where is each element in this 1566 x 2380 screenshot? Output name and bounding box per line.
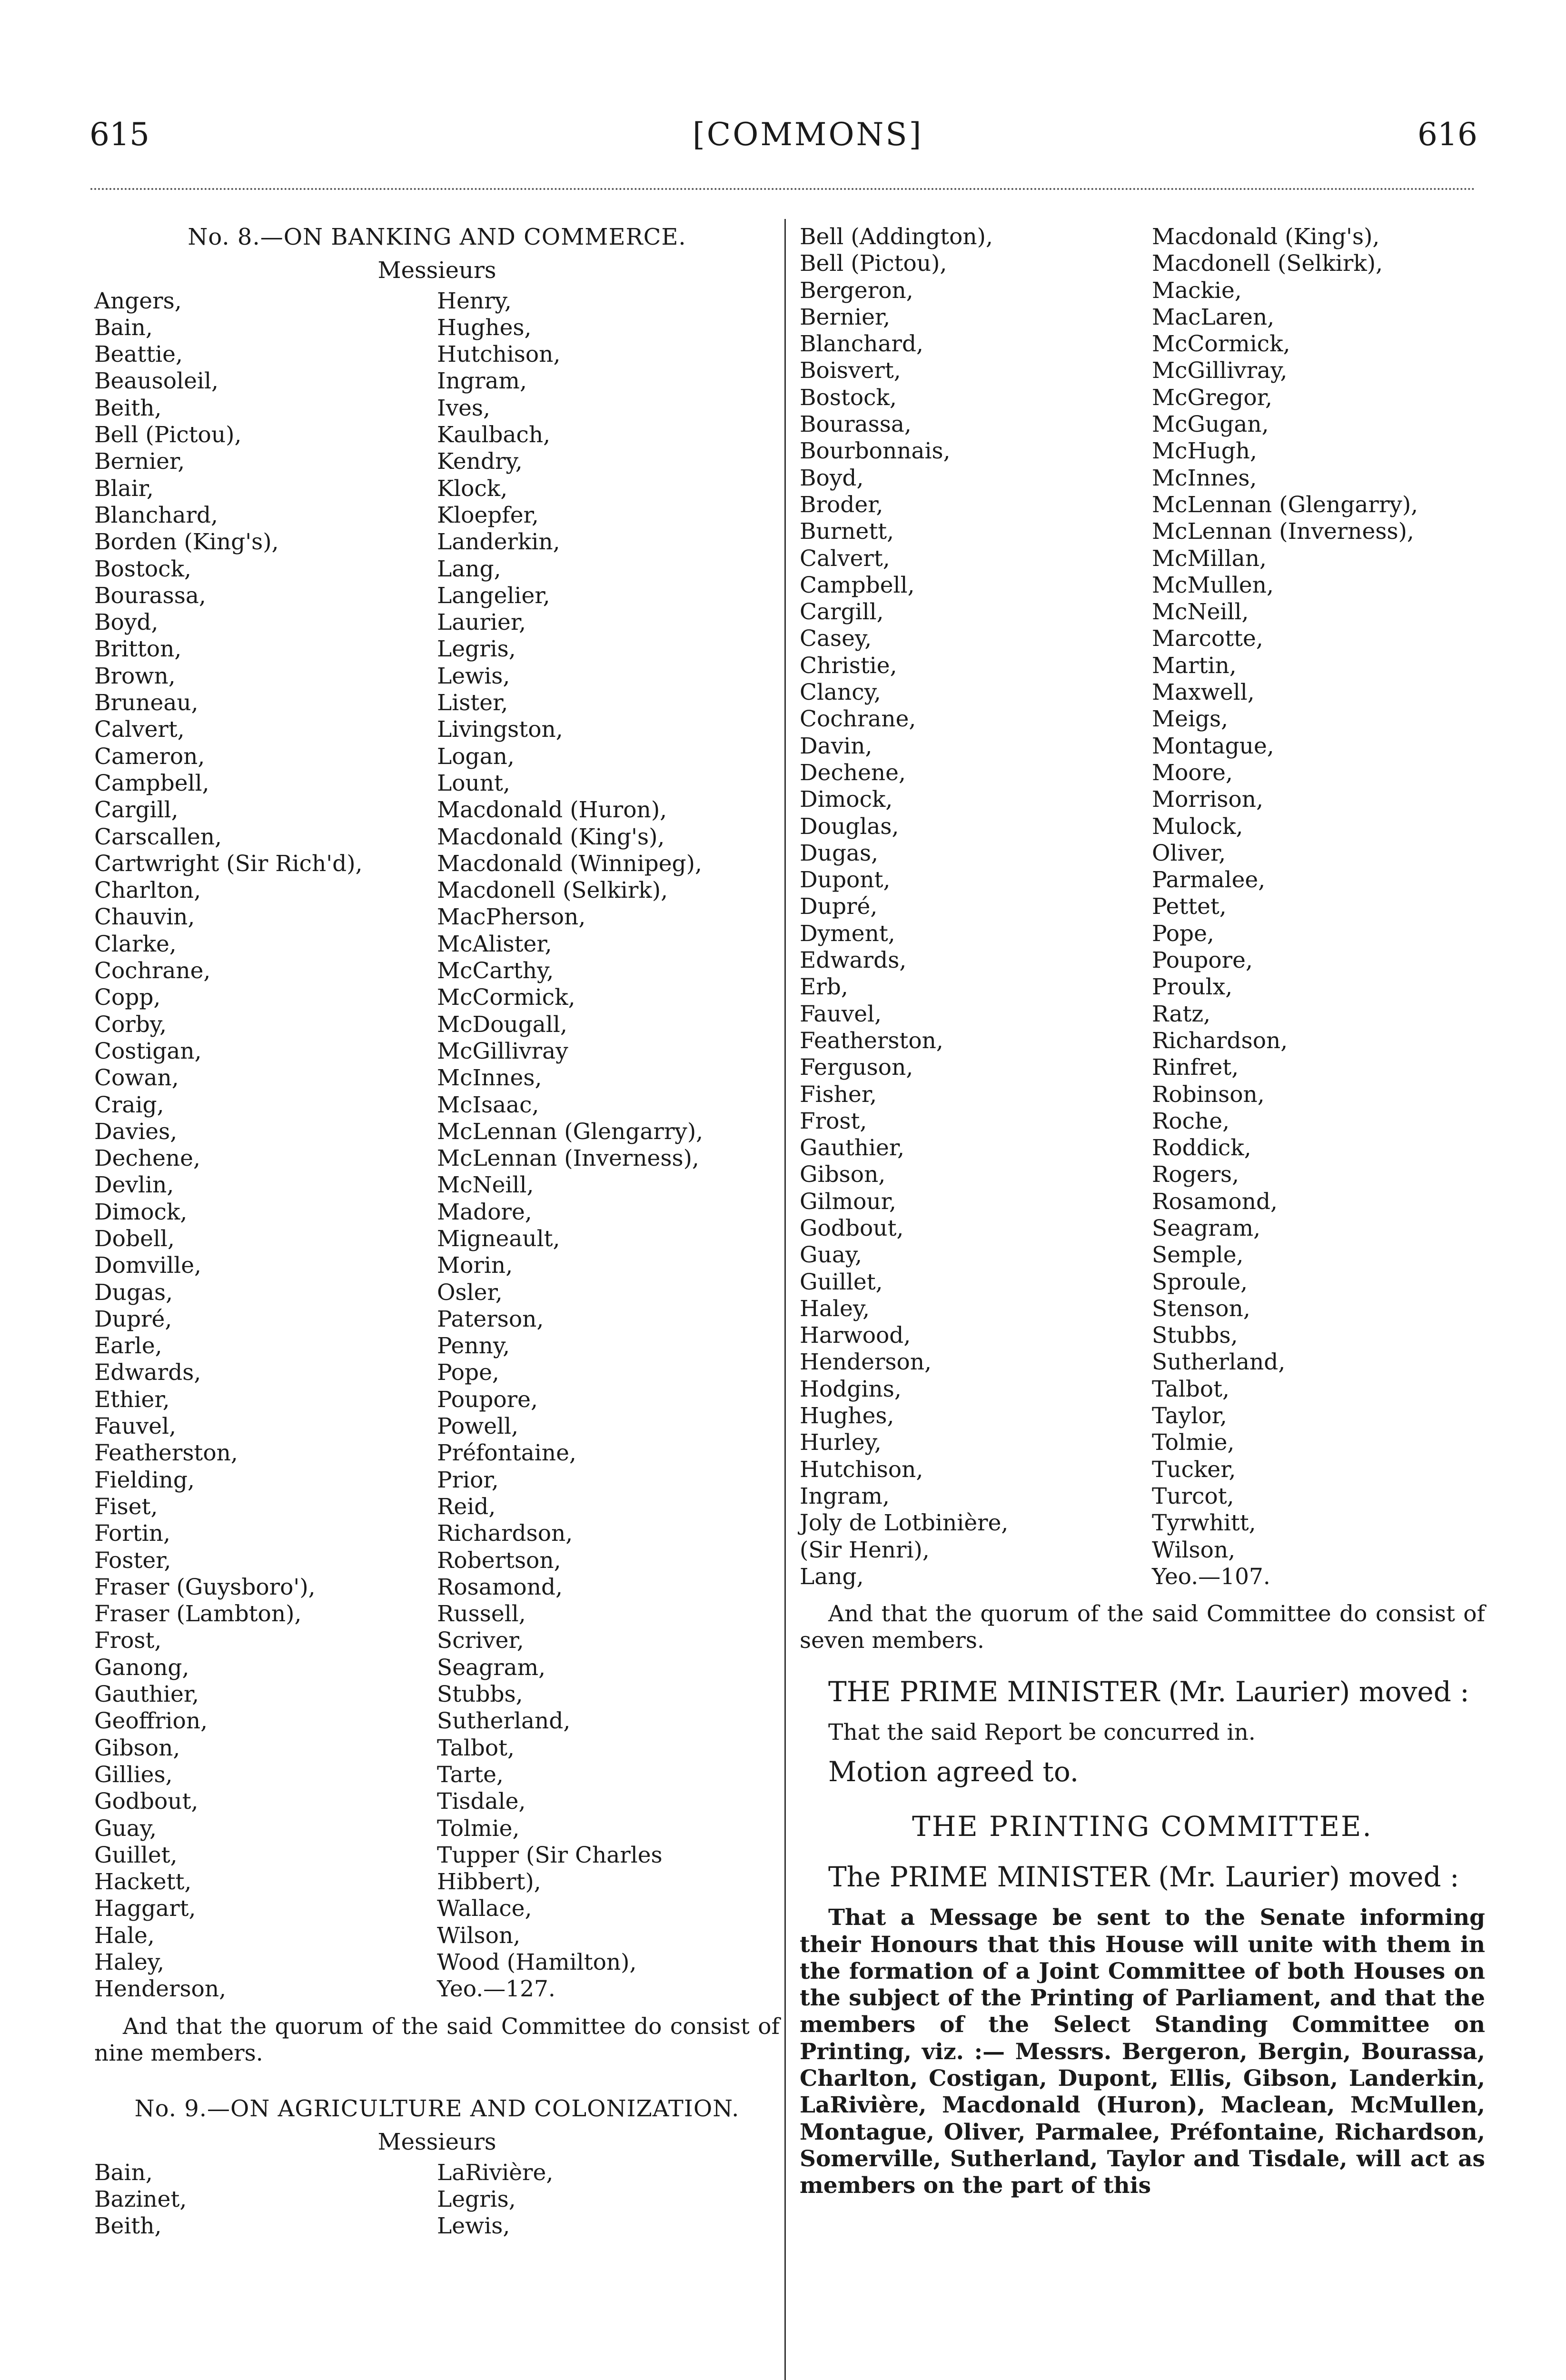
motion-2-text: That a Message be sent to the Senate informing their Honours that this House will unite with them in the formation of a Joint Committee of both Houses on the subject of the Printing of Parliament, and that the members of the Select Standing Committee on Printing, viz. :— Messrs. Bergeron, Bergin, Bourassa, Charlton, Costigan, Dupont, Ellis, Gibson, Landerkin, LaRivière, Macdonald (Huron), Maclean, McMullen, Montague, Oliver, Parmalee, Préfontaine, Richardson, Somerville, Sutherland, Taylor and Tisdale, will act as members on the part of this <box>800 1904 1485 2199</box>
member-name: Dupré, <box>800 893 878 920</box>
member-name: Rosamond, <box>437 1574 563 1600</box>
member-name: Foster, <box>94 1547 171 1574</box>
member-name: Morrison, <box>1152 786 1264 813</box>
continued-names-col1 <box>800 224 1152 1590</box>
section-8-continued-list <box>800 224 1485 1590</box>
member-name: Boyd, <box>800 465 864 491</box>
member-name: Domville, <box>94 1252 201 1279</box>
member-name: Wood (Hamilton), <box>437 1949 637 1975</box>
member-name: Langelier, <box>437 582 550 609</box>
member-name: Harwood, <box>800 1322 911 1349</box>
running-head: [COMMONS] <box>693 116 923 153</box>
member-name: McNeill, <box>437 1172 534 1199</box>
member-name: Beith, <box>94 395 162 421</box>
member-name: Proulx, <box>1152 974 1233 1001</box>
member-name: McHugh, <box>1152 438 1258 465</box>
member-name: Bain, <box>94 2159 153 2186</box>
member-name: McLennan (Glengarry), <box>1152 491 1418 518</box>
member-name: Tucker, <box>1152 1456 1236 1483</box>
member-name: Hutchison, <box>800 1456 923 1483</box>
member-name: Pope, <box>1152 920 1214 947</box>
member-name: Dugas, <box>800 840 879 866</box>
member-name: Douglas, <box>800 813 899 840</box>
member-name: Frost, <box>94 1627 162 1654</box>
member-name: Robertson, <box>437 1547 561 1574</box>
member-name: Sutherland, <box>1152 1349 1286 1376</box>
member-name: Gibson, <box>800 1161 886 1188</box>
member-name: Dobell, <box>94 1225 175 1252</box>
page-number-left: 615 <box>89 116 149 153</box>
member-name: Ethier, <box>94 1386 170 1413</box>
member-name: Calvert, <box>94 716 185 743</box>
member-name: Roddick, <box>1152 1135 1251 1161</box>
member-name: McCarthy, <box>437 958 554 984</box>
member-name: Fielding, <box>94 1467 195 1493</box>
member-name: Macdonald (King's), <box>1152 224 1380 250</box>
member-name: Costigan, <box>94 1038 202 1064</box>
member-name: Logan, <box>437 743 515 770</box>
member-name: Fortin, <box>94 1520 170 1547</box>
member-name: Sproule, <box>1152 1269 1248 1295</box>
member-name: Gillies, <box>94 1761 173 1788</box>
member-name: Cargill, <box>94 797 178 823</box>
printing-committee-title: THE PRINTING COMMITTEE. <box>912 1810 1373 1843</box>
member-name: Stubbs, <box>437 1681 523 1708</box>
member-name: Russell, <box>437 1601 526 1627</box>
member-name: Kaulbach, <box>437 422 551 448</box>
member-name: Seagram, <box>437 1654 546 1681</box>
member-name: Beith, <box>94 2213 162 2240</box>
member-name: Bell (Pictou), <box>94 422 242 448</box>
member-name: Craig, <box>94 1091 164 1118</box>
member-name: Wilson, <box>1152 1537 1236 1563</box>
section-8-names-col2 <box>437 288 780 2003</box>
member-name: Carscallen, <box>94 823 222 850</box>
member-name: Bell (Pictou), <box>800 250 947 277</box>
member-name: Morin, <box>437 1252 513 1279</box>
member-name: Dupré, <box>94 1306 172 1332</box>
member-name: Wilson, <box>437 1922 521 1949</box>
member-name: Guillet, <box>94 1842 178 1868</box>
member-name: Haggart, <box>94 1895 196 1922</box>
member-name: Gibson, <box>94 1735 180 1761</box>
member-name: Frost, <box>800 1108 867 1134</box>
member-name: Tyrwhitt, <box>1152 1510 1256 1537</box>
member-name: Blanchard, <box>800 331 923 357</box>
member-name: Joly de Lotbinière, <box>800 1510 1009 1537</box>
member-name: Hurley, <box>800 1429 882 1456</box>
member-name: Ingram, <box>437 368 527 395</box>
member-name: Pope, <box>437 1359 499 1386</box>
member-name: MacPherson, <box>437 904 586 931</box>
member-name: Tolmie, <box>437 1815 520 1842</box>
member-name: McCormick, <box>437 984 575 1011</box>
member-name: Bostock, <box>800 384 897 411</box>
member-name: Prior, <box>437 1467 499 1493</box>
member-name: Henry, <box>437 288 512 314</box>
member-name: Paterson, <box>437 1306 544 1332</box>
member-name: Dimock, <box>94 1199 188 1225</box>
left-column <box>94 224 780 2240</box>
member-name: Reid, <box>437 1493 496 1520</box>
member-name: Yeo.—107. <box>1152 1563 1270 1590</box>
member-name: Edwards, <box>94 1359 201 1386</box>
member-name: Macdonell (Selkirk), <box>1152 250 1383 277</box>
page-number-right: 616 <box>1417 116 1477 153</box>
member-name: Dechene, <box>800 759 906 786</box>
member-name: Wallace, <box>437 1895 532 1922</box>
member-name: Semple, <box>1152 1242 1244 1269</box>
section-9-messieurs: Messieurs <box>377 2129 496 2156</box>
section-8-messieurs: Messieurs <box>377 257 496 284</box>
member-name: Chauvin, <box>94 904 195 931</box>
member-name: Marcotte, <box>1152 625 1263 652</box>
member-name: Stubbs, <box>1152 1322 1238 1349</box>
member-name: Tupper (Sir Charles <box>437 1842 663 1868</box>
member-name: Haley, <box>800 1295 870 1322</box>
member-name: Christie, <box>800 652 897 679</box>
member-name: Powell, <box>437 1413 519 1440</box>
member-name: Beausoleil, <box>94 368 218 395</box>
member-name: Guay, <box>94 1815 157 1842</box>
member-name: Kloepfer, <box>437 502 539 528</box>
member-name: Legris, <box>437 636 516 663</box>
member-name: McLennan (Inverness), <box>1152 518 1414 545</box>
motion-1-text: That the said Report be concurred in. <box>828 1719 1256 1746</box>
member-name: Lang, <box>437 555 501 582</box>
member-name: Bourassa, <box>800 411 912 438</box>
member-name: Bernier, <box>94 448 185 475</box>
member-name: Rosamond, <box>1152 1188 1278 1215</box>
member-name: Montague, <box>1152 733 1274 759</box>
member-name: Macdonald (Huron), <box>437 797 667 823</box>
member-name: Laurier, <box>437 609 526 636</box>
member-name: Bain, <box>94 314 153 341</box>
member-name: Boyd, <box>94 609 159 636</box>
member-name: Bourassa, <box>94 582 206 609</box>
section-8-member-list <box>94 288 780 2003</box>
member-name: Rogers, <box>1152 1161 1239 1188</box>
member-name: Bruneau, <box>94 690 198 716</box>
member-name: Featherston, <box>800 1027 943 1054</box>
member-name: McLennan (Inverness), <box>437 1145 699 1172</box>
member-name: Britton, <box>94 636 182 663</box>
member-name: Davin, <box>800 733 872 759</box>
member-name: Bernier, <box>800 304 891 330</box>
member-name: Taylor, <box>1152 1403 1227 1429</box>
member-name: Beattie, <box>94 341 183 368</box>
member-name: McGillivray, <box>1152 357 1288 384</box>
member-name: Blanchard, <box>94 502 218 528</box>
member-name: Lewis, <box>437 2213 510 2240</box>
member-name: Livingston, <box>437 716 563 743</box>
member-name: Mackie, <box>1152 277 1242 304</box>
member-name: Lewis, <box>437 663 510 689</box>
member-name: McMillan, <box>1152 545 1267 572</box>
member-name: Fisher, <box>800 1081 877 1108</box>
member-name: Richardson, <box>437 1520 573 1547</box>
member-name: McInnes, <box>1152 465 1257 491</box>
member-name: Migneault, <box>437 1225 560 1252</box>
member-name: Meigs, <box>1152 706 1229 733</box>
section-9-names-col1 <box>94 2160 437 2240</box>
member-name: Madore, <box>437 1199 532 1225</box>
member-name: Ratz, <box>1152 1001 1211 1027</box>
section-8-names-col1 <box>94 288 437 2003</box>
member-name: Maxwell, <box>1152 679 1255 706</box>
member-name: Casey, <box>800 625 872 652</box>
member-name: Haley, <box>94 1949 165 1975</box>
member-name: Devlin, <box>94 1172 174 1199</box>
member-name: Stenson, <box>1152 1295 1250 1322</box>
member-name: Cochrane, <box>800 706 916 733</box>
member-name: Guillet, <box>800 1269 883 1295</box>
member-name: Osler, <box>437 1279 503 1306</box>
member-name: Dimock, <box>800 786 893 813</box>
member-name: McAlister, <box>437 931 552 957</box>
member-name: Roche, <box>1152 1108 1230 1134</box>
member-name: McLennan (Glengarry), <box>437 1118 704 1145</box>
member-name: Ferguson, <box>800 1054 913 1081</box>
member-name: Hodgins, <box>800 1376 902 1402</box>
motion-2-heading: The PRIME MINISTER (Mr. Laurier) moved : <box>828 1860 1459 1893</box>
member-name: Fraser (Guysboro'), <box>94 1574 316 1600</box>
member-name: Rinfret, <box>1152 1054 1239 1081</box>
member-name: Macdonald (Winnipeg), <box>437 850 702 877</box>
right-column <box>800 224 1485 2199</box>
member-name: Cochrane, <box>94 958 211 984</box>
member-name: Bourbonnais, <box>800 438 951 465</box>
member-name: Hughes, <box>437 314 532 341</box>
member-name: Bell (Addington), <box>800 224 993 250</box>
member-name: Mulock, <box>1152 813 1243 840</box>
member-name: Corby, <box>94 1011 167 1038</box>
member-name: Blair, <box>94 475 154 502</box>
member-name: LaRivière, <box>437 2159 554 2186</box>
member-name: Henderson, <box>800 1349 932 1376</box>
header-rule <box>90 188 1476 190</box>
member-name: Calvert, <box>800 545 890 572</box>
member-name: Featherston, <box>94 1440 238 1467</box>
member-name: Robinson, <box>1152 1081 1265 1108</box>
member-name: Scriver, <box>437 1627 524 1654</box>
member-name: Bazinet, <box>94 2186 187 2213</box>
member-name: Lister, <box>437 690 508 716</box>
member-name: Boisvert, <box>800 357 901 384</box>
member-name: Clancy, <box>800 679 881 706</box>
member-name: Burnett, <box>800 518 894 545</box>
member-name: Campbell, <box>94 770 209 796</box>
member-name: McGugan, <box>1152 411 1269 438</box>
member-name: Gauthier, <box>94 1681 199 1708</box>
member-name: Lang, <box>800 1563 864 1590</box>
member-name: Hackett, <box>94 1869 192 1895</box>
member-name: Pettet, <box>1152 893 1227 920</box>
member-name: Gauthier, <box>800 1135 905 1161</box>
member-name: Fraser (Lambton), <box>94 1601 302 1627</box>
member-name: Hughes, <box>800 1403 894 1429</box>
member-name: Martin, <box>1152 652 1237 679</box>
member-name: Godbout, <box>94 1788 198 1815</box>
member-name: Klock, <box>437 475 508 502</box>
member-name: Cameron, <box>94 743 205 770</box>
section-8-quorum: And that the quorum of the said Committee do consist of nine members. <box>94 2013 780 2066</box>
member-name: Yeo.—127. <box>437 1976 555 2003</box>
member-name: MacLaren, <box>1152 304 1275 330</box>
member-name: Tolmie, <box>1152 1429 1235 1456</box>
member-name: Tisdale, <box>437 1788 526 1815</box>
member-name: Copp, <box>94 984 161 1011</box>
member-name: Moore, <box>1152 759 1233 786</box>
member-name: Dyment, <box>800 920 895 947</box>
member-name: Poupore, <box>437 1386 538 1413</box>
member-name: Fauvel, <box>94 1413 177 1440</box>
member-name: Borden (King's), <box>94 529 279 555</box>
continued-names-col2 <box>1152 224 1485 1590</box>
member-name: Cowan, <box>94 1065 179 1091</box>
member-name: Erb, <box>800 974 848 1001</box>
member-name: McGregor, <box>1152 384 1272 411</box>
member-name: Penny, <box>437 1333 510 1359</box>
member-name: Poupore, <box>1152 947 1253 974</box>
member-name: Ingram, <box>800 1483 890 1509</box>
member-name: Earle, <box>94 1333 162 1359</box>
member-name: Ganong, <box>94 1654 189 1681</box>
member-name: McGillivray <box>437 1038 568 1064</box>
section-9-title: No. 9.—ON AGRICULTURE AND COLONIZATION. <box>134 2095 740 2122</box>
member-name: Cartwright (Sir Rich'd), <box>94 850 363 877</box>
member-name: Seagram, <box>1152 1215 1261 1241</box>
member-name: Macdonald (King's), <box>437 823 665 850</box>
member-name: Hutchison, <box>437 341 561 368</box>
member-name: Dechene, <box>94 1145 200 1172</box>
member-name: Angers, <box>94 288 182 314</box>
member-name: Talbot, <box>1152 1376 1229 1402</box>
member-name: McMullen, <box>1152 572 1274 598</box>
member-name: Turcot, <box>1152 1483 1234 1509</box>
member-name: Bostock, <box>94 555 191 582</box>
member-name: Brown, <box>94 663 176 689</box>
section-8-title: No. 8.—ON BANKING AND COMMERCE. <box>188 224 686 250</box>
member-name: Broder, <box>800 491 883 518</box>
member-name: McIsaac, <box>437 1091 539 1118</box>
member-name: Fauvel, <box>800 1001 882 1027</box>
member-name: Geoffrion, <box>94 1708 208 1735</box>
member-name: Legris, <box>437 2186 516 2213</box>
member-name: Dupont, <box>800 867 891 893</box>
section-9-names-col2 <box>437 2160 780 2240</box>
member-name: McDougall, <box>437 1011 567 1038</box>
member-name: Tarte, <box>437 1761 504 1788</box>
member-name: Kendry, <box>437 448 523 475</box>
member-name: Henderson, <box>94 1976 227 2003</box>
member-name: Parmalee, <box>1152 867 1266 893</box>
member-name: (Sir Henri), <box>800 1537 930 1563</box>
member-name: Charlton, <box>94 877 201 904</box>
section-9-member-list <box>94 2160 780 2240</box>
member-name: Campbell, <box>800 572 915 598</box>
member-name: Oliver, <box>1152 840 1226 866</box>
member-name: Ives, <box>437 395 490 421</box>
member-name: Lount, <box>437 770 510 796</box>
member-name: Sutherland, <box>437 1708 571 1735</box>
member-name: Bergeron, <box>800 277 913 304</box>
member-name: McNeill, <box>1152 599 1249 625</box>
motion-1-result: Motion agreed to. <box>828 1755 1079 1788</box>
motion-1-heading: THE PRIME MINISTER (Mr. Laurier) moved : <box>828 1675 1469 1708</box>
continued-quorum: And that the quorum of the said Committee do consist of seven members. <box>800 1601 1485 1654</box>
member-name: Hale, <box>94 1922 155 1949</box>
member-name: Cargill, <box>800 599 884 625</box>
column-divider <box>784 219 786 2380</box>
member-name: Dugas, <box>94 1279 173 1306</box>
member-name: Landerkin, <box>437 529 560 555</box>
member-name: Edwards, <box>800 947 907 974</box>
member-name: Talbot, <box>437 1735 515 1761</box>
member-name: McCormick, <box>1152 331 1290 357</box>
member-name: Godbout, <box>800 1215 904 1241</box>
member-name: Guay, <box>800 1242 862 1269</box>
member-name: Clarke, <box>94 931 177 957</box>
member-name: Davies, <box>94 1118 178 1145</box>
member-name: Fiset, <box>94 1493 158 1520</box>
member-name: McInnes, <box>437 1065 542 1091</box>
member-name: Richardson, <box>1152 1027 1288 1054</box>
member-name: Préfontaine, <box>437 1440 576 1467</box>
member-name: Gilmour, <box>800 1188 896 1215</box>
member-name: Hibbert), <box>437 1869 541 1895</box>
member-name: Macdonell (Selkirk), <box>437 877 668 904</box>
